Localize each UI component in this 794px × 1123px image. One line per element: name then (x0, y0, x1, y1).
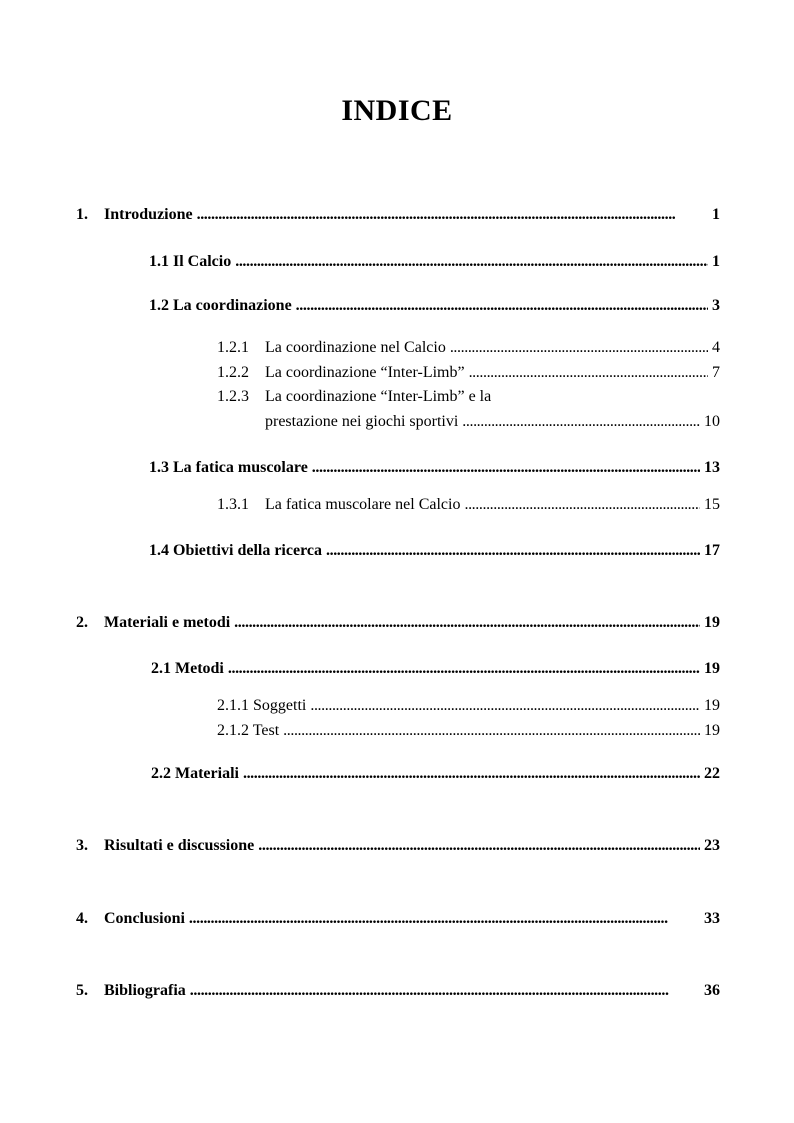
toc-leader-dots (197, 206, 708, 224)
toc-entry-coordinazione-inter-limb[interactable] (217, 364, 720, 386)
toc-entry-label: La coordinazione nel Calcio (265, 339, 446, 356)
toc-entry-page: 19 (704, 722, 720, 739)
toc-leader-dots (228, 660, 700, 678)
toc-entry-label: Conclusioni (104, 910, 185, 927)
toc-entry-page: 19 (704, 697, 720, 714)
toc-entry-label: La coordinazione “Inter-Limb” e la (265, 388, 492, 405)
toc-entry-label: La coordinazione “Inter-Limb” (265, 364, 465, 381)
toc-entry-test[interactable] (217, 722, 720, 744)
toc-leader-dots (310, 697, 700, 715)
toc-entry-label: 2.1 Metodi (151, 660, 224, 677)
toc-entry-page: 1 (712, 206, 720, 223)
toc-entry-label: 1.3 La fatica muscolare (149, 459, 308, 476)
toc-entry-number: 1.2.3 (217, 388, 249, 405)
toc-entry-page: 15 (704, 496, 720, 513)
toc-entry-obiettivi[interactable] (149, 542, 720, 564)
toc-entry-label: Materiali e metodi (104, 614, 231, 631)
toc-entry-fatica-calcio[interactable] (217, 496, 720, 518)
toc-leader-dots (464, 496, 700, 514)
toc-entry-page: 19 (704, 660, 720, 677)
toc-entry-page: 17 (704, 542, 720, 559)
toc-entry-label: Introduzione (104, 206, 193, 223)
toc-entry-number: 4. (76, 910, 88, 927)
toc-leader-dots (469, 364, 708, 382)
toc-entry-label: Bibliografia (104, 982, 186, 999)
toc-entry-page: 7 (712, 364, 720, 381)
toc-entry-risultati[interactable] (76, 837, 720, 859)
toc-entry-page: 10 (704, 413, 720, 430)
toc-leader-dots (243, 765, 700, 783)
toc-entry-coordinazione-calcio[interactable] (217, 339, 720, 361)
toc-entry-label: 2.1.2 Test (217, 722, 280, 739)
toc-entry-metodi[interactable] (151, 660, 720, 682)
toc-entry-conclusioni[interactable] (76, 910, 720, 932)
toc-leader-dots (296, 297, 708, 315)
toc-leader-dots (283, 722, 700, 740)
toc-entry-materiali[interactable] (151, 765, 720, 787)
toc-entry-page: 3 (712, 297, 720, 314)
toc-entry-number: 2. (76, 614, 88, 631)
toc-entry-label: 2.2 Materiali (151, 765, 239, 782)
toc-entry-la-coordinazione[interactable] (149, 297, 720, 319)
toc-entry-label: prestazione nei giochi sportivi (265, 413, 459, 430)
toc-entry-page: 4 (712, 339, 720, 356)
toc-leader-dots (190, 982, 700, 1000)
toc-entry-label: La fatica muscolare nel Calcio (265, 496, 461, 513)
toc-entry-il-calcio[interactable] (149, 253, 720, 275)
toc-leader-dots (189, 910, 700, 928)
toc-entry-fatica-muscolare[interactable] (149, 459, 720, 481)
toc-entry-introduzione[interactable] (76, 206, 720, 228)
toc-entry-page: 33 (704, 910, 720, 927)
toc-entry-label: Risultati e discussione (104, 837, 255, 854)
toc-entry-number: 1.2.1 (217, 339, 249, 356)
toc-entry-page: 36 (704, 982, 720, 999)
toc-entry-page: 13 (704, 459, 720, 476)
toc-entry-materiali-metodi[interactable] (76, 614, 720, 636)
toc-leader-dots (462, 413, 700, 431)
toc-leader-dots (258, 837, 700, 855)
toc-entry-page: 19 (704, 614, 720, 631)
toc-leader-dots (235, 253, 708, 271)
toc-entry-inter-limb-prestazione[interactable] (217, 388, 491, 406)
toc-entry-page: 22 (704, 765, 720, 782)
toc-entry-number: 1. (76, 206, 88, 223)
toc-entry-bibliografia[interactable] (76, 982, 720, 1004)
toc-entry-number: 1.2.2 (217, 364, 249, 381)
toc-entry-label: 1.4 Obiettivi della ricerca (149, 542, 322, 559)
toc-leader-dots (312, 459, 700, 477)
toc-entry-number: 5. (76, 982, 88, 999)
toc-entry-number: 1.3.1 (217, 496, 249, 513)
toc-entry-page: 1 (712, 253, 720, 270)
toc-entry-page: 23 (704, 837, 720, 854)
toc-leader-dots (234, 614, 700, 632)
page-title: INDICE (341, 94, 453, 127)
toc-entry-label: 1.1 Il Calcio (149, 253, 232, 270)
toc-entry-label: 1.2 La coordinazione (149, 297, 292, 314)
toc-leader-dots (450, 339, 708, 357)
toc-entry-inter-limb-prestazione-cont[interactable] (265, 413, 720, 435)
toc-entry-soggetti[interactable] (217, 697, 720, 719)
toc-leader-dots (326, 542, 700, 560)
toc-entry-label: 2.1.1 Soggetti (217, 697, 307, 714)
toc-entry-number: 3. (76, 837, 88, 854)
